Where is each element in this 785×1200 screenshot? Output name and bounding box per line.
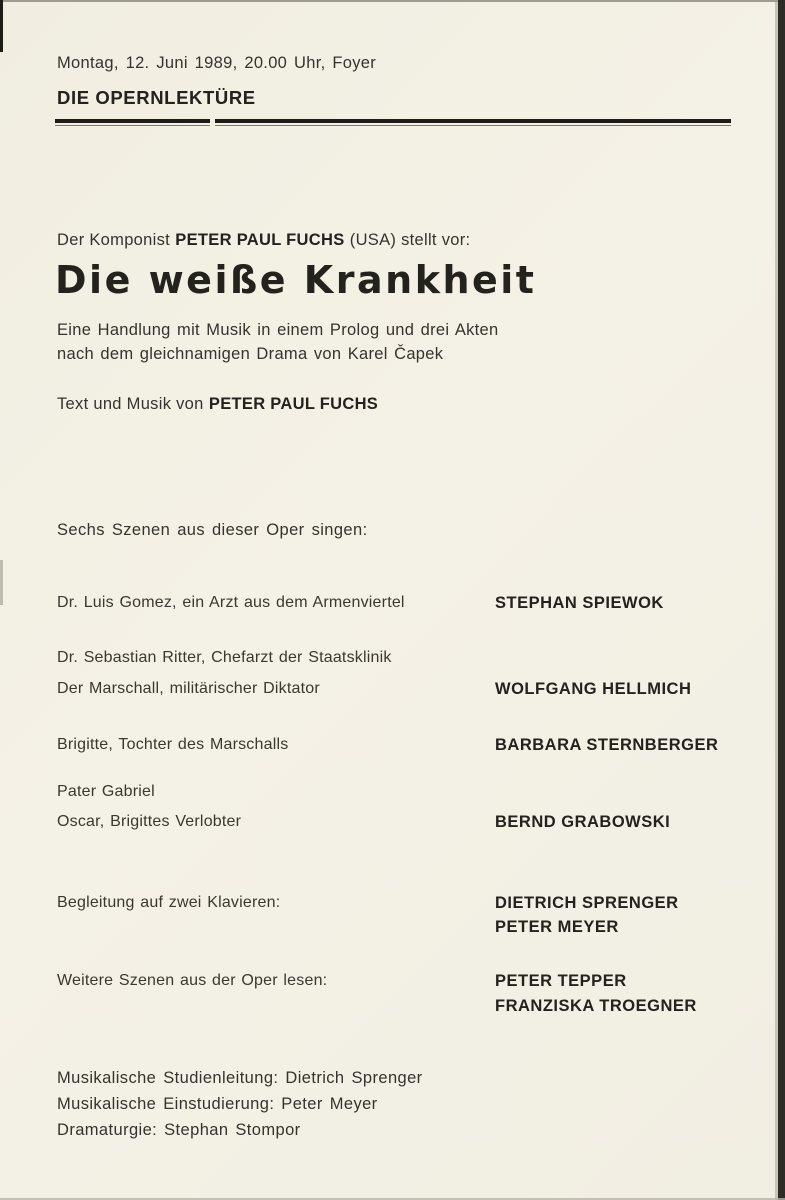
footer-credit-line: Dramaturgie: Stephan Stompor <box>57 1121 301 1139</box>
cast-performer: PETER MEYER <box>495 918 619 936</box>
cast-performer: DIETRICH SPRENGER <box>495 894 679 912</box>
cast-role: Weitere Szenen aus der Oper lesen: <box>57 972 328 989</box>
work-title: Die weiße Krankheit <box>55 258 537 302</box>
header-rule-right-segment <box>215 119 731 127</box>
composer-suffix: (USA) stellt vor: <box>349 231 471 249</box>
footer-credit-line: Musikalische Einstudierung: Peter Meyer <box>57 1095 378 1113</box>
cast-performer: STEPHAN SPIEWOK <box>495 594 664 612</box>
credit-line <box>57 395 378 414</box>
cast-performer: WOLFGANG HELLMICH <box>495 680 692 698</box>
cast-section-heading: Sechs Szenen aus dieser Oper singen: <box>57 521 368 539</box>
cast-role: Dr. Sebastian Ritter, Chefarzt der Staatsklinik <box>57 649 392 666</box>
work-subtitle-line2: nach dem gleichnamigen Drama von Karel Čapek <box>57 345 444 363</box>
header-rule-left-segment <box>55 119 210 127</box>
credit-prefix: Text und Musik von <box>57 395 204 413</box>
composer-intro-line <box>57 231 470 250</box>
cast-role: Dr. Luis Gomez, ein Arzt aus dem Armenviertel <box>57 594 405 611</box>
series-title: DIE OPERNLEKTÜRE <box>57 87 256 108</box>
cast-role: Begleitung auf zwei Klavieren: <box>57 894 281 911</box>
credit-name: PETER PAUL FUCHS <box>208 395 379 413</box>
cast-role: Brigitte, Tochter des Marschalls <box>57 736 289 753</box>
work-subtitle-line1: Eine Handlung mit Musik in einem Prolog und drei Akten <box>57 321 499 339</box>
composer-name: PETER PAUL FUCHS <box>175 231 345 249</box>
cast-role: Pater Gabriel <box>57 783 155 800</box>
cast-role: Oscar, Brigittes Verlobter <box>57 813 242 830</box>
cast-performer: BARBARA STERNBERGER <box>495 736 719 754</box>
cast-performer: FRANZISKA TROEGNER <box>495 997 697 1015</box>
cast-role: Der Marschall, militärischer Diktator <box>57 680 320 697</box>
cast-performer: PETER TEPPER <box>495 972 627 990</box>
footer-credit-line: Musikalische Studienleitung: Dietrich Sprenger <box>57 1069 423 1087</box>
composer-prefix: Der Komponist <box>57 231 171 249</box>
cast-performer: BERND GRABOWSKI <box>495 813 671 831</box>
event-dateline: Montag, 12. Juni 1989, 20.00 Uhr, Foyer <box>57 54 377 72</box>
